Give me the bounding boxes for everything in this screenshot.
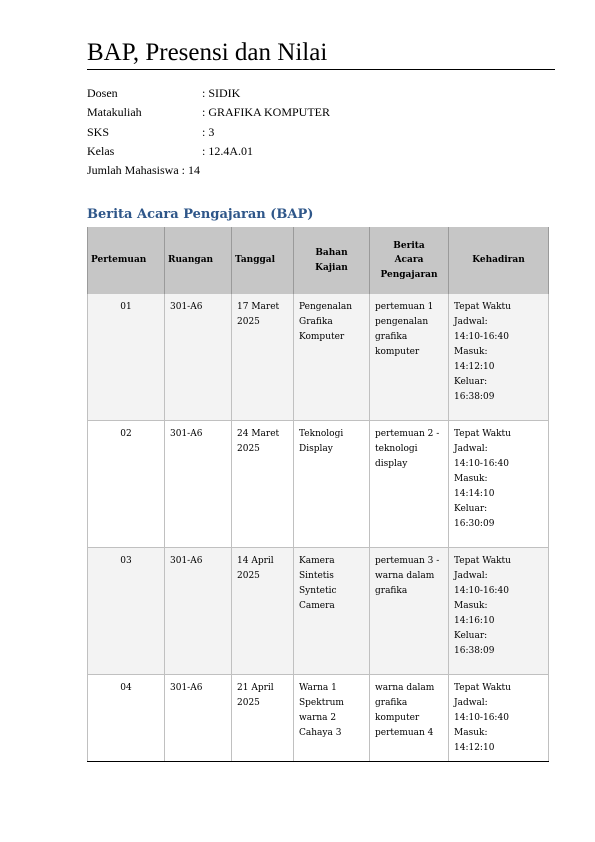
- info-value: : 12.4A.01: [202, 143, 253, 158]
- course-info: [87, 84, 330, 180]
- info-label: SKS: [87, 124, 110, 139]
- info-row-matakuliah: [87, 103, 330, 122]
- bap-table: [87, 227, 549, 762]
- header-pertemuan: Pertemuan: [88, 227, 165, 294]
- cell-bahan-kajian: Warna 1 Spektrum warna 2 Cahaya 3: [294, 675, 370, 762]
- cell-kehadiran: Tepat Waktu Jadwal: 14:10-16:40 Masuk: 14:12:10: [449, 675, 549, 762]
- cell-kehadiran: Tepat Waktu Jadwal: 14:10-16:40 Masuk: 14:16:10 Keluar: 16:38:09: [449, 548, 549, 675]
- cell-ruangan: 301-A6: [165, 548, 232, 675]
- cell-ruangan: 301-A6: [165, 294, 232, 421]
- page-title: BAP, Presensi dan Nilai: [87, 38, 555, 70]
- cell-berita-acara: pertemuan 3 - warna dalam grafika: [370, 548, 449, 675]
- info-row-sks: [87, 123, 330, 142]
- table-row: [88, 548, 549, 675]
- cell-bahan-kajian: Pengenalan Grafika Komputer: [294, 294, 370, 421]
- section-heading: Berita Acara Pengajaran (BAP): [87, 207, 314, 222]
- cell-pertemuan: 01: [88, 294, 165, 421]
- cell-tanggal: 21 April 2025: [232, 675, 294, 762]
- cell-tanggal: 24 Maret 2025: [232, 421, 294, 548]
- table-header-row: [88, 227, 549, 294]
- cell-berita-acara: pertemuan 2 - teknologi display: [370, 421, 449, 548]
- info-value: : 14: [181, 163, 200, 178]
- header-bahan-kajian: Bahan Kajian: [294, 227, 370, 294]
- header-ruangan: Ruangan: [165, 227, 232, 294]
- table-row: [88, 294, 549, 421]
- info-value: : SIDIK: [202, 86, 241, 100]
- cell-tanggal: 14 April 2025: [232, 548, 294, 675]
- cell-berita-acara: pertemuan 1 pengenalan grafika komputer: [370, 294, 449, 421]
- cell-bahan-kajian: Teknologi Display: [294, 421, 370, 548]
- info-label: Matakuliah: [87, 105, 142, 120]
- header-tanggal: Tanggal: [232, 227, 294, 294]
- info-value: : GRAFIKA KOMPUTER: [202, 105, 331, 120]
- cell-ruangan: 301-A6: [165, 675, 232, 762]
- cell-pertemuan: 04: [88, 675, 165, 762]
- cell-tanggal: 17 Maret 2025: [232, 294, 294, 421]
- table-row: [88, 675, 549, 762]
- table-row: [88, 421, 549, 548]
- info-label: Dosen: [87, 86, 118, 100]
- cell-pertemuan: 02: [88, 421, 165, 548]
- info-value: : 3: [202, 124, 215, 139]
- info-label: Jumlah Mahasiswa: [87, 163, 179, 178]
- cell-pertemuan: 03: [88, 548, 165, 675]
- cell-ruangan: 301-A6: [165, 421, 232, 548]
- cell-kehadiran: Tepat Waktu Jadwal: 14:10-16:40 Masuk: 14:12:10 Keluar: 16:38:09: [449, 294, 549, 421]
- info-row-kelas: [87, 142, 330, 161]
- info-label: Kelas: [87, 143, 115, 158]
- cell-berita-acara: warna dalam grafika komputer pertemuan 4: [370, 675, 449, 762]
- info-row-jumlah-mahasiswa: [87, 161, 330, 180]
- header-berita-acara: Berita Acara Pengajaran: [370, 227, 449, 294]
- cell-kehadiran: Tepat Waktu Jadwal: 14:10-16:40 Masuk: 14:14:10 Keluar: 16:30:09: [449, 421, 549, 548]
- header-kehadiran: Kehadiran: [449, 227, 549, 294]
- cell-bahan-kajian: Kamera Sintetis Syntetic Camera: [294, 548, 370, 675]
- info-row-dosen: [87, 84, 330, 103]
